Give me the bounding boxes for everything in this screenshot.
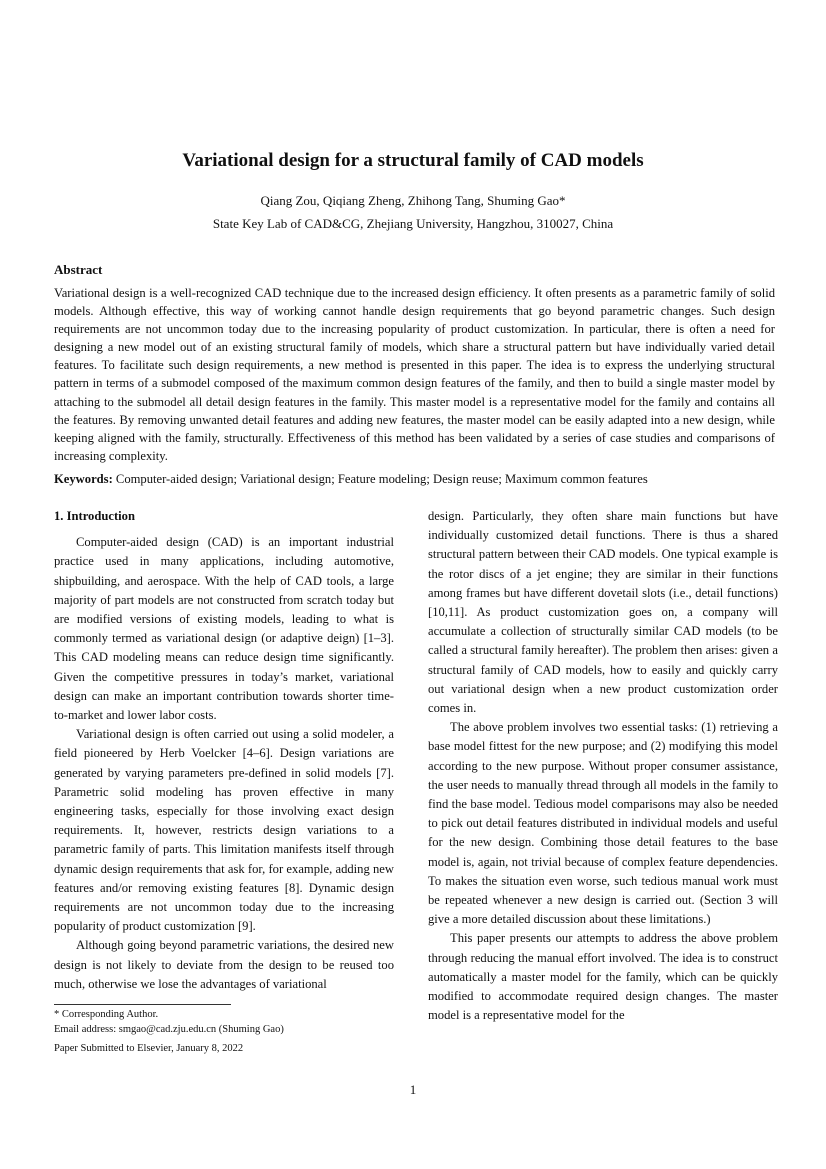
paragraph: Although going beyond parametric variations, the desired new design is not likely to deviate from the design to be reused too much, otherwise we lose the advantages of variational	[54, 938, 394, 991]
paragraph: The above problem involves two essential tasks: (1) retrieving a base model fittest for the new purpose; and (2) modifying this model according to the new purpose. Without proper consumer assistance, the user needs to manually thread through all models in the family to find the base model. Tedious model comparisons may also be needed to pick out detail features distributed in individual models and useful for the new design. Combining those detail features to the base model is, again, not trivial because of complex feature dependencies. To makes the situation even worse, such tedious manual work must be repeated whenever a new design is carried out. (Section 3 will give a more detailed discussion about these limitations.)	[428, 720, 778, 927]
keywords	[54, 472, 775, 487]
authors: Qiang Zou, Qiqiang Zheng, Zhihong Tang, Shuming Gao*	[260, 193, 566, 208]
footnote-divider	[54, 1004, 231, 1005]
section-heading: 1. Introduction	[54, 509, 135, 523]
keywords-label: Keywords:	[54, 472, 113, 486]
page-number: 1	[409, 1082, 417, 1097]
abstract-heading: Abstract	[54, 262, 103, 277]
submission-note: Paper Submitted to Elsevier, January 8, 2022	[54, 1043, 244, 1055]
paragraph: This paper presents our attempts to address the above problem through reducing the manual effort involved. The idea is to construct automatically a master model for the family, which can be quickly modified to accommodate required design changes. The master model is a representative model for the	[428, 931, 778, 1023]
paragraph: Variational design is often carried out using a solid modeler, a field pioneered by Herb Voelcker [4–6]. Design variations are generated by varying parameters pre-defined in solid models [7]. Parametric solid modeling has proven effective in many engineering tasks, especially for those involving exact design requirements. It, however, restricts design variations to a parametric family of parts. This limitation manifests itself through dynamic design requirements that ask for, for example, adding new features and/or removing existing features [8]. Dynamic design requirements are not uncommon today due to the increasing popularity of product customization [9].	[54, 727, 394, 934]
paragraph: Computer-aided design (CAD) is an important industrial practice used in many applications, including automotive, shipbuilding, and aerospace. With the help of CAD tools, a large majority of part models are not constructed from scratch today but are modified versions of existing models, leading to what is commonly termed as variational design (or adaptive deign) [1–3]. This CAD modeling means can reduce design time significantly. Given the competitive pressures in today’s market, variational design can make an important contribution towards shorter time-to-market and lower labor costs.	[54, 535, 394, 723]
footnote-email: Email address: smgao@cad.zju.edu.cn (Shuming Gao)	[54, 1024, 284, 1036]
right-column	[428, 507, 778, 1025]
paragraph: design. Particularly, they often share main functions but have individually customized detail functions. There is thus a shared structural pattern between their CAD models. One typical example is the rotor discs of a jet engine; they are similar in their functions among frames but have different dovetail slots (i.e., detail functions) [10,11]. As product customization goes on, a company will accumulate a collection of structurally similar CAD models (to be called a structural family hereafter). The problem then arises: given a structural family of CAD models, how to easily and quickly carry out variational design when a new product customization order comes in.	[428, 509, 778, 716]
left-column	[54, 507, 394, 1058]
keywords-text: Computer-aided design; Variational design; Feature modeling; Design reuse; Maximum common features	[112, 472, 648, 486]
footnotes	[54, 994, 394, 1058]
footnote-corresponding: * Corresponding Author.	[54, 1009, 159, 1021]
paper-title: Variational design for a structural family of CAD models	[182, 150, 644, 171]
abstract-text: Variational design is a well-recognized CAD technique due to the increased design efficiency. It often presents as a parametric family of solid models. Although effective, this way of working cannot handle design requirements that go beyond parametric changes. Such design requirements are not uncommon today due to the increasing popularity of product customization. In particular, there is often a need for designing a new model out of an existing structural family of models, which share a structural pattern but have individually varied detail features. To facilitate such design requirements, a new method is presented in this paper. The idea is to express the underlying structural pattern in terms of a submodel composed of the maximum common design features of the family, and then to build a single master model by attaching to the submodel all detail design features in the family. This master model is a representative model for the family and contains all the features. By removing unwanted detail features and adding new features, the master model can be easily adapted into a new design, while keeping aligned with the family, structurally. Effectiveness of this method has been validated by a series of case studies and comparisons of increasing complexity.	[54, 286, 775, 463]
affiliation: State Key Lab of CAD&CG, Zhejiang University, Hangzhou, 310027, China	[212, 216, 614, 231]
